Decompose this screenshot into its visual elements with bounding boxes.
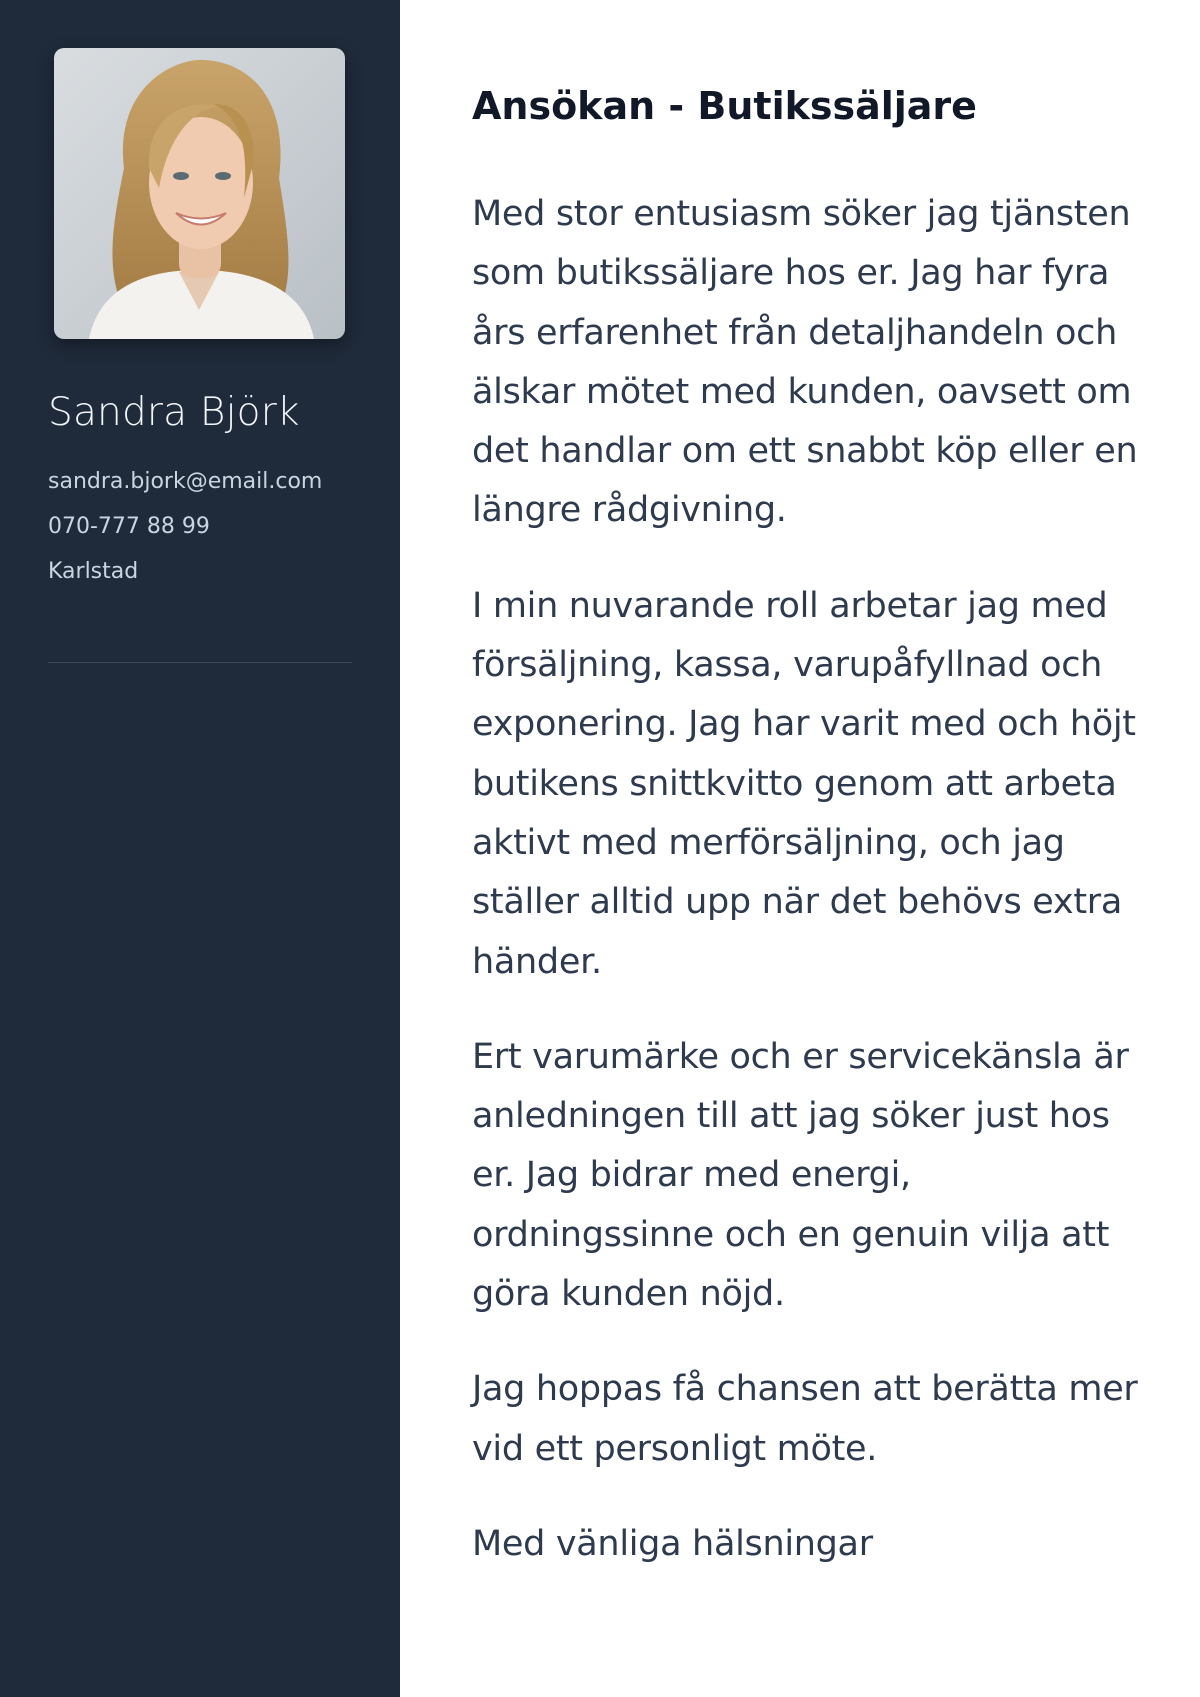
sidebar	[0, 0, 400, 1697]
contact-info	[48, 466, 322, 601]
paragraph: Jag hoppas få chansen att berätta mer vid ett personligt möte.	[472, 1369, 1138, 1469]
city: Karlstad	[48, 559, 139, 584]
profile-photo	[54, 48, 345, 339]
paragraph: Ert varumärke och er servicekänsla är anledningen till att jag söker just hos er. Jag bidrar med energi, ordningssinne och en genuin vilja att göra kunden nöjd.	[472, 1036, 1129, 1315]
letter-body	[472, 185, 1152, 1610]
portrait-image	[54, 48, 345, 339]
sidebar-divider	[48, 662, 352, 663]
phone[interactable]: 070-777 88 99	[48, 514, 210, 539]
letter-content	[400, 0, 1200, 1697]
email[interactable]: sandra.bjork@email.com	[48, 469, 323, 494]
letter-title: Ansökan - Butikssäljare	[472, 84, 977, 128]
applicant-name: Sandra Björk	[48, 390, 300, 435]
paragraph: Med stor entusiasm söker jag tjänsten som butikssäljare hos er. Jag har fyra års erfarenhet från detaljhandeln och älskar mötet med kunden, oavsett om det handlar om ett snabbt köp eller en längre rådgivning.	[472, 194, 1138, 531]
paragraph: I min nuvarande roll arbetar jag med försäljning, kassa, varupåfyllnad och exponering. Jag har varit med och höjt butikens snittkvitto genom att arbeta aktivt med merförsäljning, och jag ställer alltid upp när det behövs extra händer.	[472, 585, 1136, 982]
closing: Med vänliga hälsningar	[472, 1523, 873, 1564]
